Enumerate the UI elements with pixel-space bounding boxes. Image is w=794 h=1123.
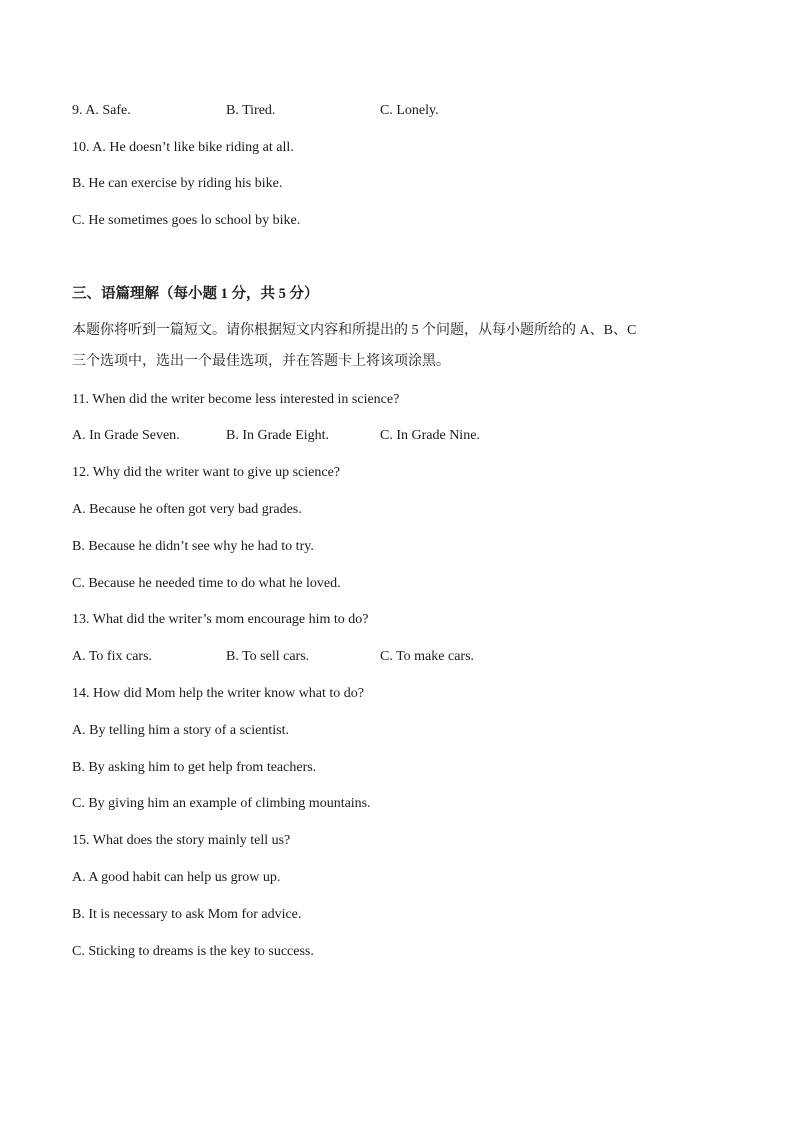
q15-option-c: C. Sticking to dreams is the key to success. bbox=[72, 944, 314, 959]
q13-option-c: C. To make cars. bbox=[380, 649, 475, 664]
q15-option-a: A. A good habit can help us grow up. bbox=[72, 870, 281, 885]
q13-option-b: B. To sell cars. bbox=[226, 649, 310, 664]
q10-option-b: B. He can exercise by riding his bike. bbox=[72, 176, 283, 191]
q15-option-b: B. It is necessary to ask Mom for advice. bbox=[72, 907, 302, 922]
q11-option-b: B. In Grade Eight. bbox=[226, 428, 330, 443]
q15-question: 15. What does the story mainly tell us? bbox=[72, 833, 291, 848]
q13-question: 13. What did the writer’s mom encourage him to do? bbox=[72, 612, 369, 627]
section-instruction-line2: 三个选项中，选出一个最佳选项，并在答题卡上将该项涂黑。 bbox=[72, 354, 450, 369]
q10-option-a: 10. A. He doesn’t like bike riding at all. bbox=[72, 140, 294, 155]
q13-option-a: A. To fix cars. bbox=[72, 649, 153, 664]
q14-option-a: A. By telling him a story of a scientist. bbox=[72, 723, 289, 738]
q14-option-c: C. By giving him an example of climbing mountains. bbox=[72, 796, 371, 811]
q14-option-b: B. By asking him to get help from teachers. bbox=[72, 760, 317, 775]
section-instruction-line1: 本题你将听到一篇短文。请你根据短文内容和所提出的 5 个问题，从每小题所给的 A、B、C bbox=[72, 323, 637, 338]
q14-question: 14. How did Mom help the writer know what to do? bbox=[72, 686, 365, 701]
q11-question: 11. When did the writer become less interested in science? bbox=[72, 392, 400, 407]
q9-option-c: C. Lonely. bbox=[380, 103, 439, 118]
q9-option-a-text: A. Safe. bbox=[85, 103, 131, 118]
q9-option-b: B. Tired. bbox=[226, 103, 276, 118]
q9-option-a bbox=[72, 101, 131, 121]
q11-option-c: C. In Grade Nine. bbox=[380, 428, 480, 443]
q12-option-c: C. Because he needed time to do what he loved. bbox=[72, 576, 341, 591]
q12-option-a: A. Because he often got very bad grades. bbox=[72, 502, 302, 517]
q10-option-c: C. He sometimes goes lo school by bike. bbox=[72, 213, 301, 228]
q12-option-b: B. Because he didn’t see why he had to try. bbox=[72, 539, 314, 554]
q9-number: 9. bbox=[72, 103, 83, 118]
section-heading: 三、语篇理解（每小题 1 分，共 5 分） bbox=[72, 286, 319, 302]
q11-option-a: A. In Grade Seven. bbox=[72, 428, 180, 443]
q12-question: 12. Why did the writer want to give up science? bbox=[72, 465, 340, 480]
